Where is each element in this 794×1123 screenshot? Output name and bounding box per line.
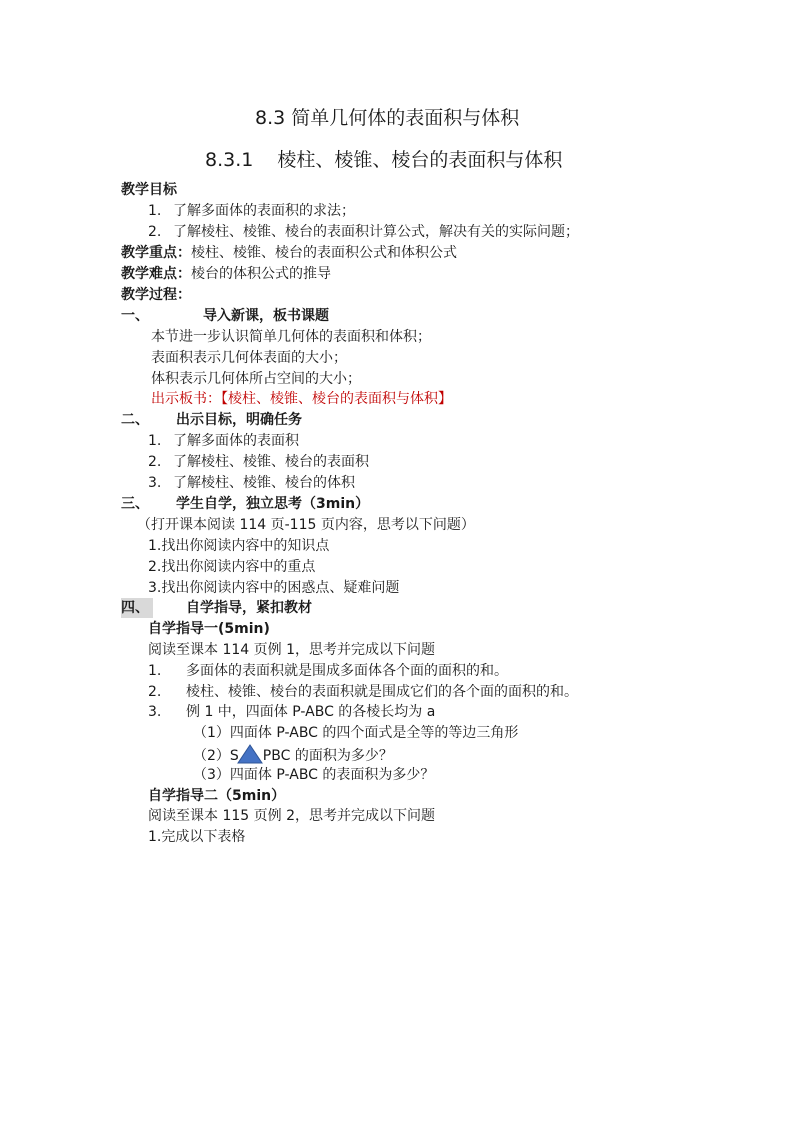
section1-line: 本节进一步认识简单几何体的表面积和体积； — [151, 329, 431, 345]
subtitle-number: 8.3.1 — [205, 149, 254, 171]
section2-item: 1. 了解多面体的表面积 — [148, 433, 299, 449]
guide2-intro: 阅读至课本 115 页例 2，思考并完成以下问题 — [148, 808, 435, 824]
guide1-item: 2. 棱柱、棱锥、棱台的表面积就是围成它们的各个面的面积的和。 — [148, 684, 578, 700]
section1-line: 体积表示几何体所占空间的大小； — [151, 371, 361, 387]
section3-note: （打开课本阅读 114 页-115 页内容，思考以下问题） — [137, 517, 475, 533]
section4-number: 四、 — [121, 598, 153, 618]
section4-heading: 四、 自学指导，紧扣教材 — [121, 600, 312, 616]
triangle-icon — [237, 744, 263, 764]
section3-item: 2.找出你阅读内容中的重点 — [148, 559, 316, 575]
section-subtitle — [205, 148, 562, 172]
guide1-sub-3: （3）四面体 P-ABC 的表面积为多少？ — [193, 767, 435, 783]
section2-item: 3. 了解棱柱、棱锥、棱台的体积 — [148, 475, 355, 491]
difficulty-point: 教学难点：棱台的体积公式的推导 — [121, 266, 331, 282]
guide2-title: 自学指导二（5min） — [148, 788, 286, 804]
board-text: 出示板书：【棱柱、棱锥、棱台的表面积与体积】 — [151, 391, 452, 407]
section3-item: 1.找出你阅读内容中的知识点 — [148, 538, 330, 554]
guide1-sub-1: （1）四面体 P-ABC 的四个面式是全等的等边三角形 — [193, 725, 519, 741]
goals-heading: 教学目标 — [121, 182, 177, 198]
subtitle-text: 棱柱、棱锥、棱台的表面积与体积 — [277, 149, 563, 171]
section2-item: 2. 了解棱柱、棱锥、棱台的表面积 — [148, 454, 369, 470]
process-heading: 教学过程： — [121, 287, 191, 303]
guide1-title: 自学指导一(5min) — [148, 621, 270, 637]
goal-item: 1. 了解多面体的表面积的求法； — [148, 203, 355, 219]
section1-heading: 一、 导入新课，板书课题 — [121, 308, 329, 324]
section3-item: 3.找出你阅读内容中的困惑点、疑难问题 — [148, 580, 400, 596]
guide1-intro: 阅读至课本 114 页例 1，思考并完成以下问题 — [148, 642, 435, 658]
section3-heading: 三、 学生自学，独立思考（3min） — [121, 496, 370, 512]
guide2-item: 1.完成以下表格 — [148, 829, 246, 845]
section2-heading: 二、 出示目标，明确任务 — [121, 412, 302, 428]
document-title: 8.3 简单几何体的表面积与体积 — [255, 107, 520, 129]
key-point: 教学重点：棱柱、棱锥、棱台的表面积公式和体积公式 — [121, 245, 457, 261]
guide1-item: 1. 多面体的表面积就是围成多面体各个面的面积的和。 — [148, 663, 508, 679]
section1-line: 表面积表示几何体表面的大小； — [151, 350, 347, 366]
guide1-item: 3. 例 1 中，四面体 P-ABC 的各棱长均为 a — [148, 704, 436, 720]
goal-item: 2. 了解棱柱、棱锥、棱台的表面积计算公式，解决有关的实际问题； — [148, 224, 579, 240]
guide1-sub-2: （2）S PBC 的面积为多少？ — [193, 744, 393, 766]
